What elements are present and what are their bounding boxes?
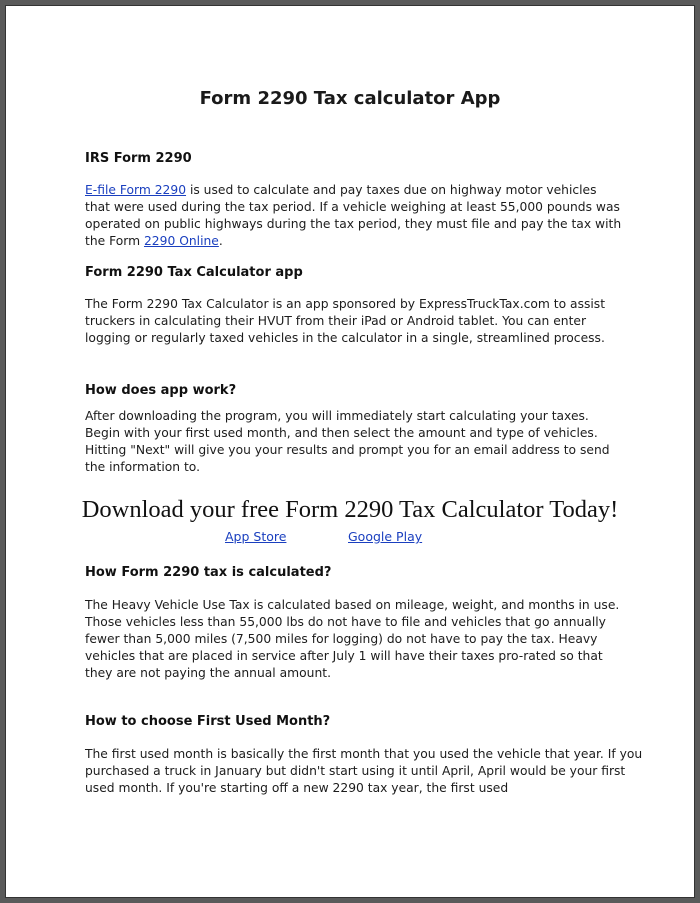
paragraph-text: is used to calculate and pay taxes due on highway motor vehicles that were used during the tax period. If a vehicle weighing at least 55,000 pounds was operated on public highways during the tax period, they must file and pay the tax with the Form (85, 183, 622, 248)
heading-tax-calculator-app: Form 2290 Tax Calculator app (85, 265, 303, 280)
paragraph-how-tax-calculated: The Heavy Vehicle Use Tax is calculated based on mileage, weight, and months in use. Those vehicles less than 55,000 lbs do not have to file and vehicles that go annually fewer than 5,000 miles (7,500 miles for logging) do not have to pay the tax. Heavy vehicles that are placed in service after July 1 will have their taxes pro-rated so that they are not paying the annual amount. (85, 598, 620, 680)
heading-irs-form-2290: IRS Form 2290 (85, 151, 192, 166)
paragraph-tax-calculator-app: The Form 2290 Tax Calculator is an app sponsored by ExpressTruckTax.com to assist truckers in calculating their HVUT from their iPad or Android tablet. You can enter logging or regularly taxed vehicles in the calculator in a single, streamlined process. (85, 297, 606, 345)
app-store-link[interactable]: App Store (225, 529, 287, 544)
heading-how-tax-calculated: How Form 2290 tax is calculated? (85, 565, 332, 580)
heading-first-used-month: How to choose First Used Month? (85, 714, 331, 729)
paragraph-first-used-month: The first used month is basically the first month that you used the vehicle that year. If you purchased a truck in January but didn't start using it until April, April would be your first used month. If you're starting off a new 2290 tax year, the first used (85, 747, 643, 795)
download-headline: Download your free Form 2290 Tax Calculator Today! (81, 496, 619, 523)
heading-how-app-works: How does app work? (85, 383, 237, 398)
efile-form-2290-link[interactable]: E-file Form 2290 (85, 183, 187, 197)
document-page (6, 6, 694, 897)
paragraph-text-end: . (218, 234, 223, 248)
paragraph-how-app-works: After downloading the program, you will immediately start calculating your taxes. Begin with your first used month, and then select the amount and type of vehicles. Hitting "Next" will give you your results and prompt you for an email address to send the information to. (85, 409, 610, 474)
2290-online-link[interactable]: 2290 Online (143, 234, 219, 248)
document-title: Form 2290 Tax calculator App (199, 88, 501, 109)
google-play-link[interactable]: Google Play (348, 529, 423, 544)
paragraph-irs-form-2290 (85, 182, 625, 250)
